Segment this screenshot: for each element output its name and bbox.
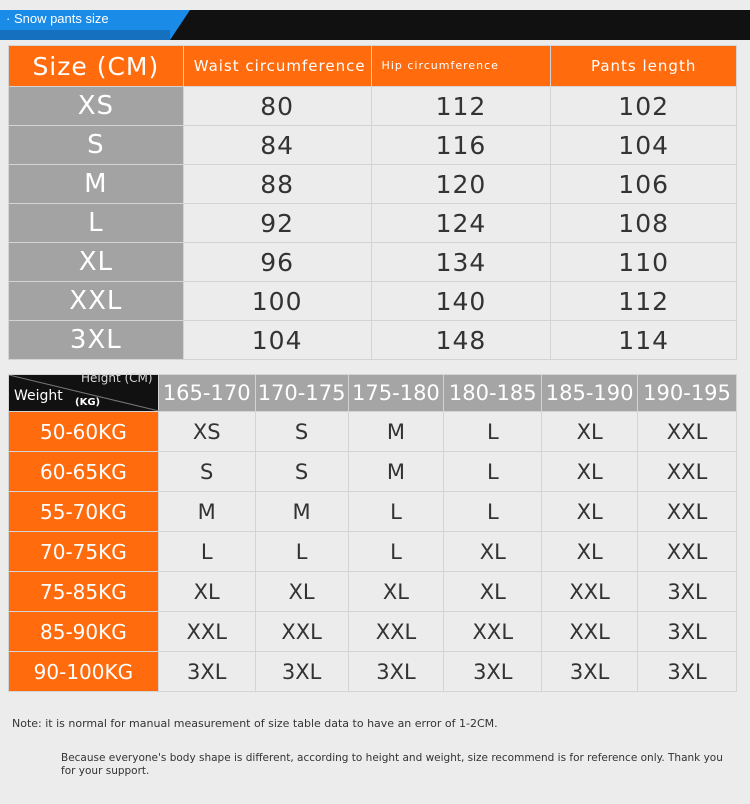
recommended-size-cell: L [444, 412, 542, 452]
recommended-size-cell: XXL [638, 412, 737, 452]
recommended-size-cell: XXL [542, 612, 638, 652]
measurement-cell: 148 [371, 321, 551, 360]
header-waist: Waist circumference [183, 46, 371, 87]
recommended-size-cell: L [444, 492, 542, 532]
recommended-size-cell: 3XL [158, 652, 255, 692]
banner-strip [0, 30, 170, 40]
height-range-header: 185-190 [542, 375, 638, 412]
recommended-size-cell: XXL [444, 612, 542, 652]
measurement-cell: 108 [551, 204, 737, 243]
recommended-size-cell: XXL [542, 572, 638, 612]
weight-range-cell: 55-70KG [9, 492, 159, 532]
recommended-size-cell: XL [542, 492, 638, 532]
header-hip: Hip circumference [371, 46, 551, 87]
recommended-size-cell: M [255, 492, 348, 532]
measurement-cell: 110 [551, 243, 737, 282]
weight-unit: (KG) [75, 397, 101, 408]
recommended-size-cell: XL [444, 572, 542, 612]
recommended-size-cell: XXL [638, 492, 737, 532]
measurement-table [8, 45, 737, 360]
measurement-row [9, 126, 737, 165]
measurement-cell: 106 [551, 165, 737, 204]
recommended-size-cell: XL [542, 412, 638, 452]
recommended-size-cell: M [348, 412, 444, 452]
recommendation-row [9, 532, 737, 572]
banner-title: · Snow pants size [6, 11, 109, 26]
recommended-size-cell: M [158, 492, 255, 532]
height-range-header: 180-185 [444, 375, 542, 412]
recommended-size-cell: XL [255, 572, 348, 612]
measurement-cell: 88 [183, 165, 371, 204]
size-cell: XXL [9, 282, 184, 321]
recommended-size-cell: XS [158, 412, 255, 452]
title-banner [0, 10, 750, 40]
measurement-row [9, 165, 737, 204]
recommendation-row [9, 612, 737, 652]
recommended-size-cell: XL [542, 452, 638, 492]
recommended-size-cell: S [158, 452, 255, 492]
recommended-size-cell: XXL [638, 452, 737, 492]
measurement-cell: 96 [183, 243, 371, 282]
recommended-size-cell: XL [158, 572, 255, 612]
recommended-size-cell: 3XL [348, 652, 444, 692]
measurement-cell: 102 [551, 87, 737, 126]
corner-cell [9, 371, 159, 412]
recommended-size-cell: XXL [348, 612, 444, 652]
size-cell: M [9, 165, 184, 204]
size-cell: S [9, 126, 184, 165]
weight-range-cell: 50-60KG [9, 412, 159, 452]
size-recommendation-table [8, 371, 737, 692]
measurement-cell: 140 [371, 282, 551, 321]
height-range-header: 190-195 [638, 375, 737, 412]
height-label: Height (CM) [81, 371, 153, 385]
recommended-size-cell: L [348, 492, 444, 532]
measurement-cell: 92 [183, 204, 371, 243]
recommended-size-cell: XXL [638, 532, 737, 572]
recommended-size-cell: M [348, 452, 444, 492]
height-header-row [9, 375, 737, 412]
measurement-cell: 80 [183, 87, 371, 126]
weight-range-cell: 60-65KG [9, 452, 159, 492]
recommended-size-cell: L [348, 532, 444, 572]
size-cell: L [9, 204, 184, 243]
weight-range-cell: 90-100KG [9, 652, 159, 692]
height-range-header: 165-170 [158, 375, 255, 412]
measurement-row [9, 87, 737, 126]
measurement-cell: 120 [371, 165, 551, 204]
measurement-row [9, 282, 737, 321]
measurement-row [9, 321, 737, 360]
measurement-cell: 116 [371, 126, 551, 165]
measurement-cell: 134 [371, 243, 551, 282]
measurement-row [9, 204, 737, 243]
measurement-row [9, 243, 737, 282]
measurement-header-row [9, 46, 737, 87]
measurement-cell: 112 [371, 87, 551, 126]
measurement-cell: 112 [551, 282, 737, 321]
recommended-size-cell: 3XL [542, 652, 638, 692]
recommended-size-cell: L [158, 532, 255, 572]
size-cell: XS [9, 87, 184, 126]
recommended-size-cell: S [255, 412, 348, 452]
measurement-cell: 100 [183, 282, 371, 321]
recommended-size-cell: XXL [255, 612, 348, 652]
recommended-size-cell: L [255, 532, 348, 572]
recommendation-row [9, 652, 737, 692]
note-reference: Because everyone's body shape is different, according to height and weight, size recommend is for reference only. Thank you for your support. [61, 752, 723, 777]
recommended-size-cell: L [444, 452, 542, 492]
height-range-header: 175-180 [348, 375, 444, 412]
recommendation-row [9, 452, 737, 492]
recommended-size-cell: 3XL [638, 572, 737, 612]
weight-label: Weight [14, 388, 63, 404]
measurement-cell: 124 [371, 204, 551, 243]
recommended-size-cell: XL [542, 532, 638, 572]
recommended-size-cell: XL [444, 532, 542, 572]
recommended-size-cell: XXL [158, 612, 255, 652]
recommendation-row [9, 492, 737, 532]
measurement-cell: 104 [183, 321, 371, 360]
size-cell: XL [9, 243, 184, 282]
recommended-size-cell: 3XL [255, 652, 348, 692]
size-cell: 3XL [9, 321, 184, 360]
recommendation-row [9, 412, 737, 452]
recommended-size-cell: 3XL [638, 652, 737, 692]
weight-range-cell: 85-90KG [9, 612, 159, 652]
recommended-size-cell: 3XL [638, 612, 737, 652]
measurement-cell: 84 [183, 126, 371, 165]
recommended-size-cell: S [255, 452, 348, 492]
header-pants-length: Pants length [551, 46, 737, 87]
header-size: Size (CM) [9, 46, 184, 87]
measurement-cell: 104 [551, 126, 737, 165]
weight-range-cell: 75-85KG [9, 572, 159, 612]
recommendation-row [9, 572, 737, 612]
weight-range-cell: 70-75KG [9, 532, 159, 572]
measurement-cell: 114 [551, 321, 737, 360]
height-range-header: 170-175 [255, 375, 348, 412]
note-error: Note: it is normal for manual measurement of size table data to have an error of 1-2CM. [12, 717, 498, 730]
recommended-size-cell: XL [348, 572, 444, 612]
recommended-size-cell: 3XL [444, 652, 542, 692]
